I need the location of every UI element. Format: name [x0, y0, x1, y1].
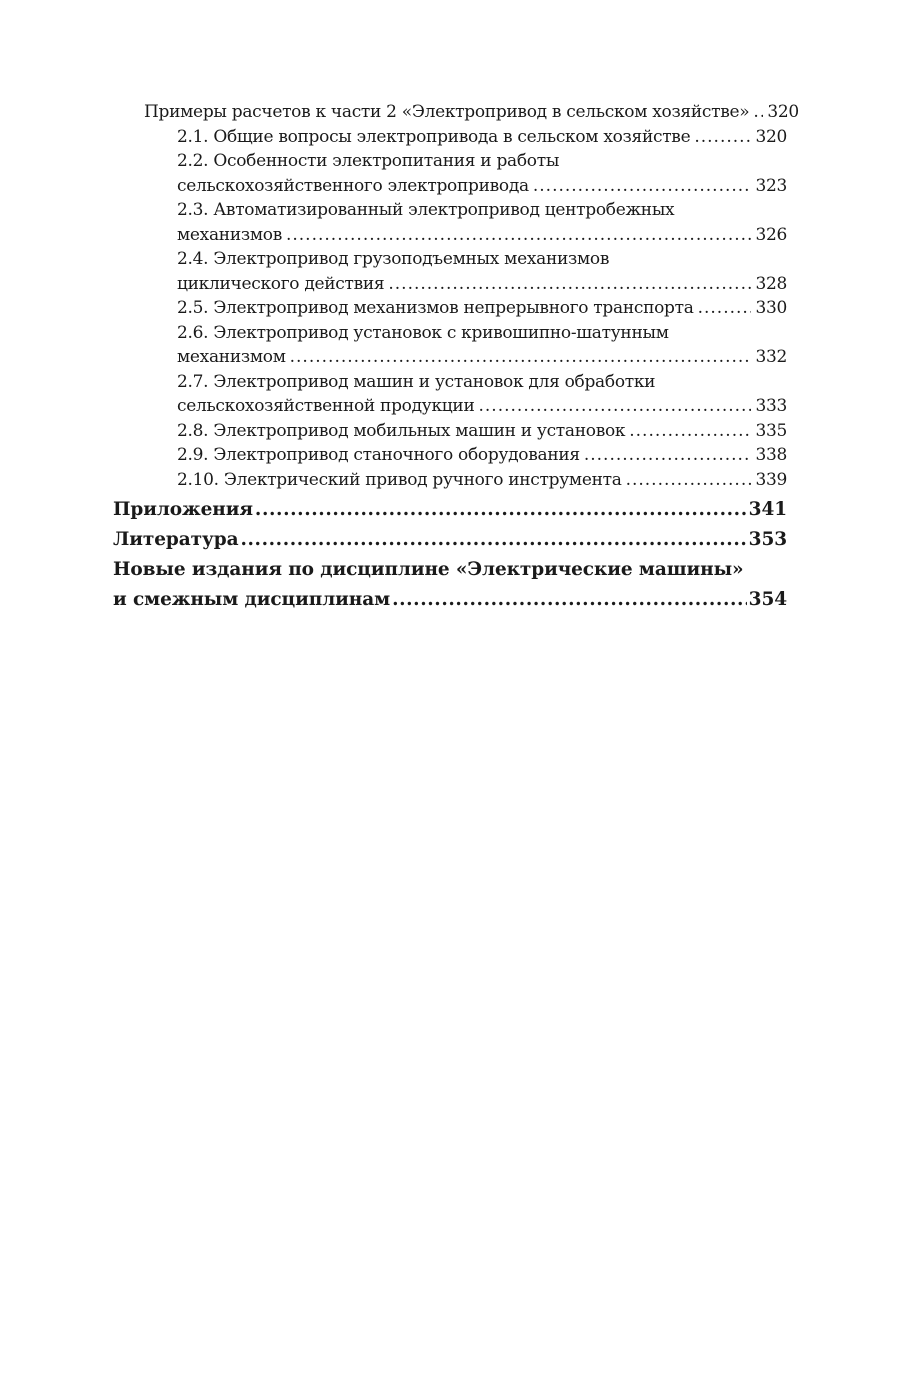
toc-entry-2-1[interactable]	[113, 125, 787, 150]
dot-leader	[240, 525, 746, 555]
toc-entry-title: 2.5. Электропривод механизмов непрерывного транспорта	[177, 298, 694, 318]
toc-entry-new-editions[interactable]	[113, 555, 787, 615]
toc-entry-title: циклического действия	[177, 273, 385, 294]
dot-leader	[479, 394, 752, 419]
toc-entry-2-4[interactable]	[113, 247, 787, 296]
toc-entry-title: 2.9. Электропривод станочного оборудования	[177, 445, 580, 465]
toc-entry-2-5[interactable]	[113, 296, 787, 321]
toc-entry-title: 2.8. Электропривод мобильных машин и установок	[177, 420, 626, 441]
toc-entry-title: Примеры расчетов к части 2 «Электропривод в сельском хозяйстве»	[144, 102, 750, 122]
toc-entry-literature[interactable]	[113, 525, 787, 555]
toc-entry-page: 328	[755, 273, 787, 294]
toc-entry-title: Литература	[113, 529, 239, 550]
toc-entry-title: и смежным дисциплинам	[113, 589, 391, 610]
toc-entry-page: 332	[755, 347, 787, 367]
dot-leader	[694, 125, 751, 150]
toc-entry-page: 339	[755, 469, 787, 490]
toc-entry-page: 333	[755, 396, 787, 416]
table-of-contents	[113, 100, 799, 615]
dot-leader	[584, 443, 752, 468]
toc-entry-2-8[interactable]	[113, 419, 787, 444]
toc-entry-title-line: 2.2. Особенности электропитания и работы	[177, 151, 560, 171]
dot-leader	[629, 419, 751, 444]
dot-leader	[392, 585, 747, 615]
toc-entry-title: сельскохозяйственной продукции	[177, 396, 475, 416]
toc-entry-2-2[interactable]	[113, 149, 787, 198]
dot-leader	[533, 174, 752, 199]
toc-entry-title: 2.10. Электрический привод ручного инструмента	[177, 469, 622, 490]
toc-entry-title-line: 2.4. Электропривод грузоподъемных механизмов	[177, 249, 610, 269]
toc-entry-page: 330	[755, 298, 787, 318]
toc-entry-title-line: 2.7. Электропривод машин и установок для обработки	[177, 371, 656, 392]
toc-entry-2-7[interactable]	[113, 370, 787, 419]
toc-entry-title-line: 2.6. Электропривод установок с кривошипно-шатунным	[177, 322, 669, 343]
dot-leader	[626, 468, 752, 493]
toc-entry-2-10[interactable]	[113, 468, 787, 493]
toc-entry-page: 341	[748, 499, 787, 520]
toc-entry-page: 320	[755, 126, 787, 147]
toc-entry-title-line: 2.3. Автоматизированный электропривод центробежных	[177, 200, 675, 220]
toc-entry-title: механизмов	[177, 224, 282, 245]
toc-entry-calculation-examples[interactable]	[113, 100, 799, 125]
toc-entry-page: 326	[755, 224, 787, 245]
dot-leader	[290, 345, 752, 370]
toc-entry-2-9[interactable]	[113, 443, 787, 468]
toc-entry-appendix[interactable]	[113, 495, 787, 525]
dot-leader	[698, 296, 752, 321]
toc-entry-page: 338	[755, 445, 787, 465]
toc-entry-page: 335	[755, 420, 787, 441]
toc-entry-page: 353	[748, 529, 787, 550]
toc-entry-page: 354	[748, 589, 787, 610]
toc-entry-2-6[interactable]	[113, 321, 787, 370]
toc-entry-title-line: Новые издания по дисциплине «Электрические машины»	[113, 559, 744, 580]
toc-entry-title: сельскохозяйственного электропривода	[177, 175, 529, 196]
toc-entry-page: 320	[767, 102, 799, 122]
toc-entry-title: механизмом	[177, 347, 286, 367]
toc-entry-title: Приложения	[113, 499, 253, 520]
dot-leader	[753, 100, 763, 125]
dot-leader	[286, 223, 751, 248]
toc-entry-title: 2.1. Общие вопросы электропривода в сельском хозяйстве	[177, 126, 691, 147]
dot-leader	[388, 272, 751, 297]
toc-entry-2-3[interactable]	[113, 198, 787, 247]
dot-leader	[255, 495, 747, 525]
toc-entry-page: 323	[755, 175, 787, 196]
